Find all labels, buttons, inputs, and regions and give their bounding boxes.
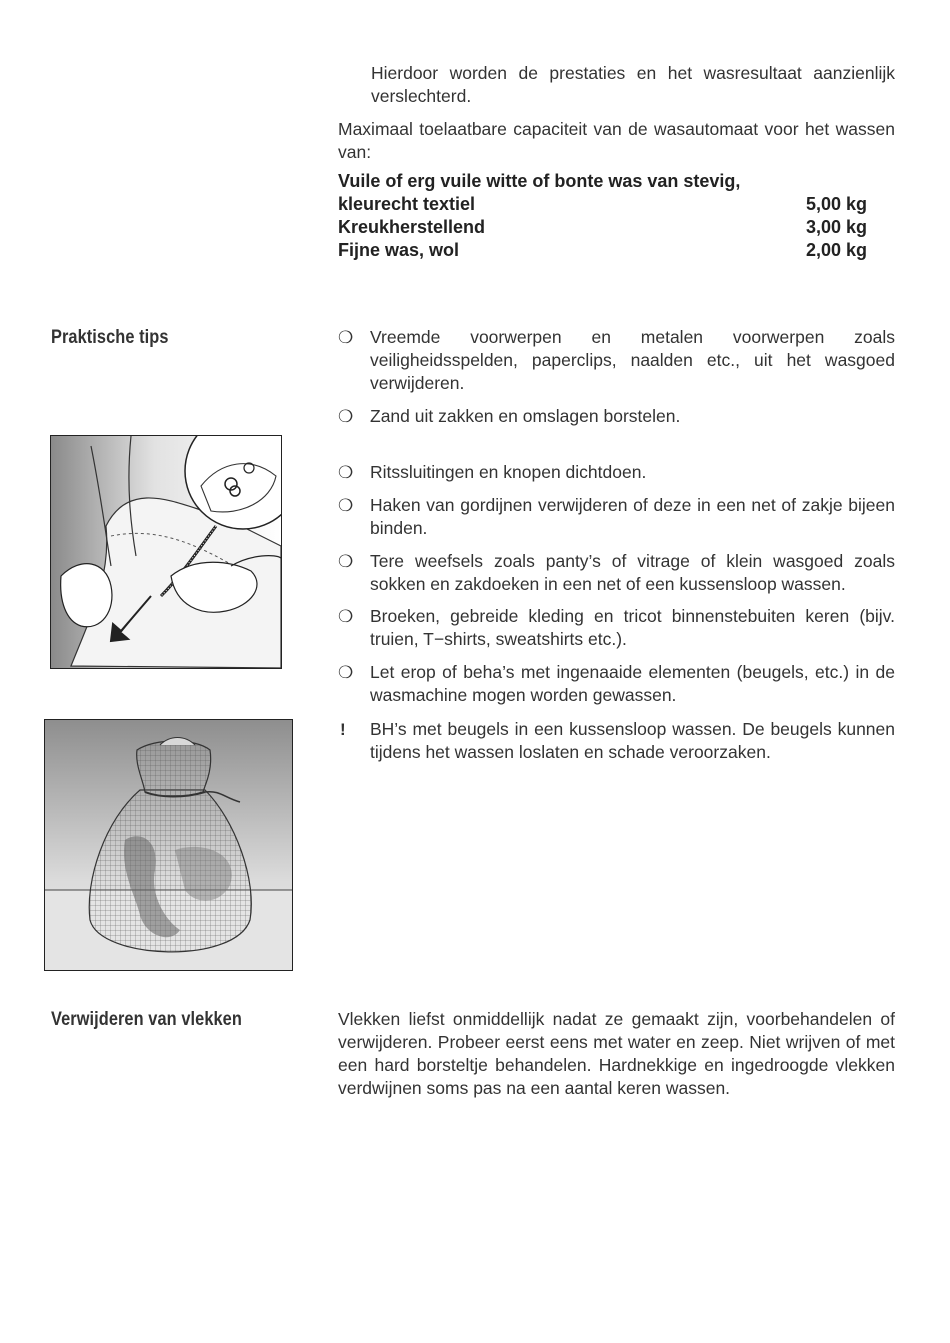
capacity-row <box>338 239 867 262</box>
bullet-circle-icon: ❍ <box>338 328 354 347</box>
capacity-intro: Maximaal toelaatbare capaciteit van de wasautomaat voor het wassen van: <box>338 119 895 162</box>
bullet-circle-icon: ❍ <box>338 552 354 571</box>
bullet-circle-icon: ❍ <box>338 607 354 626</box>
section-heading-tips: Praktische tips <box>51 327 169 348</box>
list-item-text: Ritssluitingen en knopen dichtdoen. <box>370 462 647 482</box>
bullet-circle-icon: ❍ <box>338 663 354 682</box>
capacity-label: Vuile of erg vuile witte of bonte was van stevig, <box>338 171 741 191</box>
list-item-text: Vreemde voorwerpen en metalen voorwerpen zoals veiligheidsspelden, paperclips, naalden etc., uit het wasgoed verwijderen. <box>370 327 895 393</box>
list-item <box>338 405 895 428</box>
capacity-value: 2,00 kg <box>805 240 867 260</box>
list-item-text: Broeken, gebreide kleding en tricot binnenstebuiten keren (bijv. truien, T−shirts, sweatshirts etc.). <box>370 606 895 649</box>
stains-paragraph: Vlekken liefst onmiddellijk nadat ze gemaakt zijn, voorbehandelen of verwijderen. Probeer eerst eens met water en zeep. Niet wrijven of met een hard borsteltje behandelen. Hardnekkige en ingedroogde vlekken verdwijnen soms pas na een aantal keren wassen. <box>338 1009 895 1098</box>
capacity-label: Fijne was, wol <box>338 240 460 260</box>
capacity-row-header <box>338 170 867 193</box>
list-item-text: Tere weefsels zoals panty’s of vitrage of klein wasgoed zoals sokken en zakdoeken in een net of een kussensloop wassen. <box>370 551 895 594</box>
list-item <box>338 605 895 651</box>
capacity-value: 3,00 kg <box>805 217 867 237</box>
capacity-value: 5,00 kg <box>805 194 867 214</box>
section-heading-stains: Verwijderen van vlekken <box>51 1009 242 1030</box>
list-item-text: Let erop of beha’s met ingenaaide elementen (beugels, etc.) in de wasmachine mogen worden gewassen. <box>370 662 895 705</box>
bullet-circle-icon: ❍ <box>338 496 354 515</box>
list-item <box>338 326 895 395</box>
laundry-bag-drawing <box>45 720 292 970</box>
intro-continuation: Hierdoor worden de prestaties en het wasresultaat aanzienlijk verslechterd. <box>371 63 895 106</box>
capacity-label: kleurecht textiel <box>338 194 476 214</box>
zipper-illustration <box>50 435 282 669</box>
capacity-row <box>338 216 867 239</box>
list-item <box>338 461 895 484</box>
capacity-row <box>338 193 867 216</box>
list-item-text: Zand uit zakken en omslagen borstelen. <box>370 406 681 426</box>
list-item <box>338 661 895 707</box>
list-item <box>338 550 895 596</box>
capacity-label: Kreukherstellend <box>338 217 486 237</box>
warning-text: BH’s met beugels in een kussensloop wassen. De beugels kunnen tijdens het wassen loslaten en schade veroorzaken. <box>370 719 895 762</box>
zipper-drawing <box>51 436 281 668</box>
capacity-table <box>338 170 867 262</box>
laundry-net-illustration <box>44 719 293 971</box>
list-item-text: Haken van gordijnen verwijderen of deze in een net of zakje bijeen binden. <box>370 495 895 538</box>
warning-item <box>338 718 895 764</box>
list-item <box>338 494 895 540</box>
warning-exclamation-icon: ! <box>340 720 346 739</box>
bullet-circle-icon: ❍ <box>338 463 354 482</box>
bullet-circle-icon: ❍ <box>338 407 354 426</box>
